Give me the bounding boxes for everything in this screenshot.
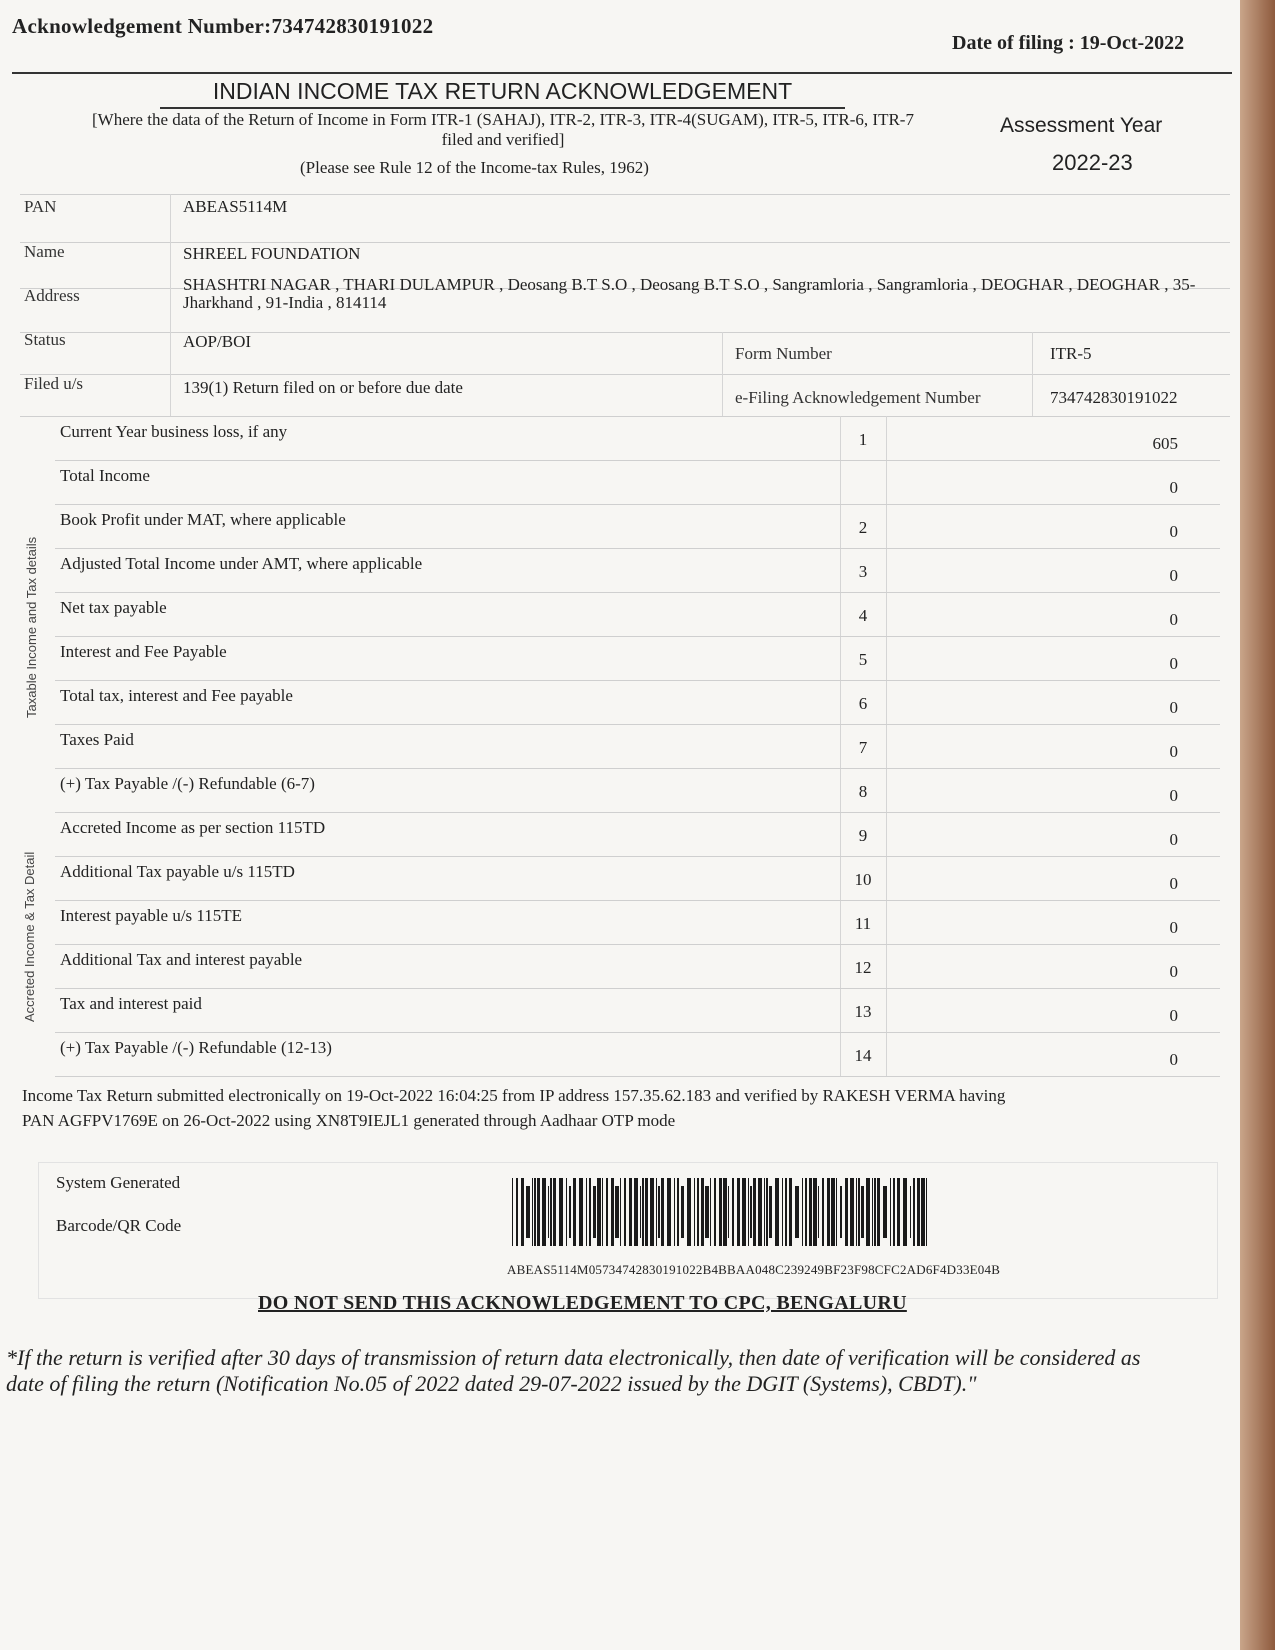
divider xyxy=(20,242,1230,243)
row-label: (+) Tax Payable /(-) Refundable (6-7) xyxy=(60,774,315,793)
divider xyxy=(55,856,1220,857)
row-value: 0 xyxy=(1169,962,1178,981)
row-value: 0 xyxy=(1169,918,1178,937)
row-number: 2 xyxy=(858,518,868,537)
assessment-year: 2022-23 xyxy=(1052,150,1133,175)
row-value: 605 xyxy=(1152,434,1178,453)
filed-label: Filed u/s xyxy=(24,374,84,393)
status-label: Status xyxy=(24,330,66,349)
status-value: AOP/BOI xyxy=(183,332,252,351)
divider xyxy=(20,374,1230,375)
row-label: Total tax, interest and Fee payable xyxy=(60,686,293,705)
address-value: SHASHTRI NAGAR , THARI DULAMPUR , Deosang B.T S.O , Deosang B.T S.O , Sangramloria , Sangramloria , DEOGHAR , DEOGHAR , 35-Jharkhand , 91-India , 814114 xyxy=(183,275,1196,312)
divider xyxy=(886,416,887,1076)
row-number: 8 xyxy=(858,782,868,801)
subtitle xyxy=(38,110,968,150)
assessment-year-label: Assessment Year xyxy=(1000,114,1163,137)
divider xyxy=(55,680,1220,681)
barcode-image xyxy=(512,1178,932,1246)
divider xyxy=(722,332,723,416)
row-label: Taxes Paid xyxy=(60,730,134,749)
row-value: 0 xyxy=(1169,830,1178,849)
efiling-ack-label: e-Filing Acknowledgement Number xyxy=(735,388,981,407)
footnote: *If the return is verified after 30 days of transmission of return data electronically, then date of verification will be considered as date of filing the return (Notification No.05 of 2022 dated 29-07-2022 issued by the DGIT (Systems), CBDT)." xyxy=(6,1345,1141,1396)
form-number-value: ITR-5 xyxy=(1050,344,1092,363)
row-value: 0 xyxy=(1169,786,1178,805)
divider xyxy=(840,416,841,1076)
row-label: Tax and interest paid xyxy=(60,994,202,1013)
system-generated-label: System Generated xyxy=(56,1173,181,1192)
barcode-text: ABEAS5114M05734742830191022B4BBAA048C239249BF23F98CFC2AD6F4D33E04B xyxy=(507,1262,1001,1277)
row-number: 11 xyxy=(854,914,872,933)
row-value: 0 xyxy=(1169,654,1178,673)
subtitle-rule: (Please see Rule 12 of the Income-tax Rules, 1962) xyxy=(300,158,649,177)
subtitle-line1: [Where the data of the Return of Income in Form ITR-1 (SAHAJ), ITR-2, ITR-3, ITR-4(SUGAM), ITR-5, ITR-6, ITR-7 xyxy=(92,110,914,129)
row-value: 0 xyxy=(1169,566,1178,585)
pan-label: PAN xyxy=(24,197,57,216)
divider xyxy=(55,504,1220,505)
barcode-label: Barcode/QR Code xyxy=(56,1216,182,1235)
accreted-income-side-label: Accreted Income & Tax Detail xyxy=(22,851,37,1022)
divider xyxy=(55,724,1220,725)
row-value: 0 xyxy=(1169,1050,1178,1069)
row-label: Additional Tax payable u/s 115TD xyxy=(60,862,295,881)
row-number: 7 xyxy=(858,738,868,757)
divider xyxy=(55,1076,1220,1077)
taxable-income-side-label: Taxable Income and Tax details xyxy=(24,536,39,718)
verification-line2: PAN AGFPV1769E on 26-Oct-2022 using XN8T9IEJL1 generated through Aadhaar OTP mode xyxy=(22,1111,676,1130)
name-label: Name xyxy=(24,242,65,261)
row-number: 12 xyxy=(854,958,872,977)
row-number: 13 xyxy=(854,1002,872,1021)
divider xyxy=(1032,332,1033,416)
divider xyxy=(55,548,1220,549)
row-value: 0 xyxy=(1169,610,1178,629)
divider xyxy=(55,768,1220,769)
date-of-filing: Date of filing : 19-Oct-2022 xyxy=(952,32,1185,54)
subtitle-line2: filed and verified] xyxy=(441,130,565,149)
row-label: Interest and Fee Payable xyxy=(60,642,227,661)
page-title: INDIAN INCOME TAX RETURN ACKNOWLEDGEMENT xyxy=(160,78,845,109)
row-label: Book Profit under MAT, where applicable xyxy=(60,510,346,529)
divider xyxy=(20,194,1230,195)
filed-value: 139(1) Return filed on or before due date xyxy=(183,378,463,397)
form-number-label: Form Number xyxy=(735,344,832,363)
ack-number: Acknowledgement Number:734742830191022 xyxy=(12,14,434,38)
divider xyxy=(55,636,1220,637)
divider xyxy=(20,416,1230,417)
row-value: 0 xyxy=(1169,874,1178,893)
name-value: SHREEL FOUNDATION xyxy=(183,244,361,263)
divider xyxy=(55,900,1220,901)
row-label: Adjusted Total Income under AMT, where applicable xyxy=(60,554,423,573)
pan-value: ABEAS5114M xyxy=(183,197,288,216)
efiling-ack-value: 734742830191022 xyxy=(1050,388,1178,407)
row-label: Interest payable u/s 115TE xyxy=(60,906,243,925)
row-number: 5 xyxy=(858,650,868,669)
row-number: 4 xyxy=(858,606,868,625)
divider xyxy=(55,944,1220,945)
row-number: 9 xyxy=(858,826,868,845)
row-value: 0 xyxy=(1169,522,1178,541)
divider xyxy=(12,72,1232,74)
do-not-send-notice: DO NOT SEND THIS ACKNOWLEDGEMENT TO CPC, BENGALURU xyxy=(258,1292,907,1314)
row-number: 3 xyxy=(858,562,868,581)
row-label: Total Income xyxy=(60,466,150,485)
divider xyxy=(55,988,1220,989)
row-label: (+) Tax Payable /(-) Refundable (12-13) xyxy=(60,1038,332,1057)
row-label: Additional Tax and interest payable xyxy=(60,950,303,969)
verification-line1: Income Tax Return submitted electronically on 19-Oct-2022 16:04:25 from IP address 157.35.62.183 and verified by RAKESH VERMA having xyxy=(22,1086,1006,1105)
divider xyxy=(170,194,171,416)
row-value: 0 xyxy=(1169,742,1178,761)
row-number: 6 xyxy=(858,694,868,713)
divider xyxy=(55,1032,1220,1033)
row-value: 0 xyxy=(1169,698,1178,717)
divider xyxy=(55,460,1220,461)
row-value: 0 xyxy=(1169,1006,1178,1025)
row-number: 1 xyxy=(858,430,868,449)
divider xyxy=(55,592,1220,593)
row-number: 14 xyxy=(854,1046,872,1065)
row-label: Current Year business loss, if any xyxy=(60,422,288,441)
address-label: Address xyxy=(24,286,80,305)
row-label: Accreted Income as per section 115TD xyxy=(60,818,326,837)
row-label: Net tax payable xyxy=(60,598,167,617)
background-edge xyxy=(1240,0,1275,1650)
row-value: 0 xyxy=(1169,478,1178,497)
divider xyxy=(55,812,1220,813)
row-number: 10 xyxy=(854,870,872,889)
